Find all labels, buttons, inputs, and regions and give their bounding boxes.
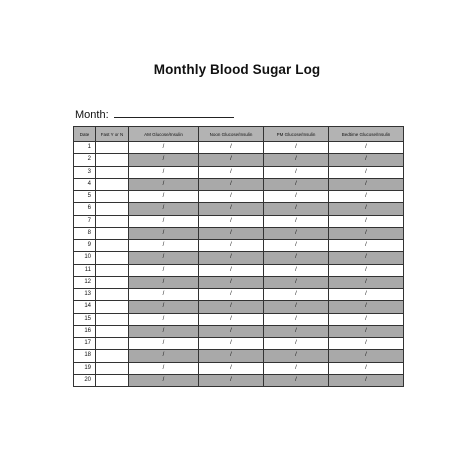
row-bedtime-entry: / xyxy=(329,362,404,374)
row-pm-entry: / xyxy=(264,240,329,252)
row-fast-cell xyxy=(96,301,129,313)
header-date: Date xyxy=(74,127,96,142)
row-noon-entry: / xyxy=(199,191,264,203)
month-blank-line xyxy=(114,107,234,118)
row-fast-cell xyxy=(96,276,129,288)
row-fast-cell xyxy=(96,264,129,276)
row-bedtime-entry: / xyxy=(329,191,404,203)
row-bedtime-entry: / xyxy=(329,325,404,337)
row-pm-entry: / xyxy=(264,215,329,227)
row-date: 14 xyxy=(74,301,96,313)
row-bedtime-entry: / xyxy=(329,178,404,190)
row-fast-cell xyxy=(96,215,129,227)
row-am-entry: / xyxy=(129,178,199,190)
table-row xyxy=(74,142,404,154)
row-am-entry: / xyxy=(129,142,199,154)
header-fast: Fast Y or N xyxy=(96,127,129,142)
row-fast-cell xyxy=(96,166,129,178)
row-am-entry: / xyxy=(129,338,199,350)
row-am-entry: / xyxy=(129,264,199,276)
blood-sugar-table xyxy=(73,126,404,387)
row-am-entry: / xyxy=(129,276,199,288)
table-row xyxy=(74,215,404,227)
row-pm-entry: / xyxy=(264,289,329,301)
row-am-entry: / xyxy=(129,240,199,252)
row-pm-entry: / xyxy=(264,338,329,350)
table-row xyxy=(74,240,404,252)
table-row xyxy=(74,166,404,178)
row-noon-entry: / xyxy=(199,374,264,386)
row-bedtime-entry: / xyxy=(329,154,404,166)
table-header-row xyxy=(74,127,404,142)
row-date: 13 xyxy=(74,289,96,301)
row-noon-entry: / xyxy=(199,240,264,252)
row-noon-entry: / xyxy=(199,313,264,325)
row-am-entry: / xyxy=(129,289,199,301)
row-bedtime-entry: / xyxy=(329,374,404,386)
row-bedtime-entry: / xyxy=(329,252,404,264)
row-am-entry: / xyxy=(129,215,199,227)
row-fast-cell xyxy=(96,325,129,337)
row-pm-entry: / xyxy=(264,362,329,374)
row-bedtime-entry: / xyxy=(329,350,404,362)
row-fast-cell xyxy=(96,362,129,374)
header-pm-glucose-insulin: PM Glucose/Insulin xyxy=(264,127,329,142)
table-row xyxy=(74,374,404,386)
row-pm-entry: / xyxy=(264,203,329,215)
table-row xyxy=(74,338,404,350)
row-noon-entry: / xyxy=(199,227,264,239)
row-am-entry: / xyxy=(129,166,199,178)
row-noon-entry: / xyxy=(199,338,264,350)
row-bedtime-entry: / xyxy=(329,215,404,227)
row-pm-entry: / xyxy=(264,142,329,154)
row-pm-entry: / xyxy=(264,374,329,386)
row-pm-entry: / xyxy=(264,313,329,325)
month-label: Month: xyxy=(75,109,109,121)
header-am-glucose-insulin: AM Glucose/Insulin xyxy=(129,127,199,142)
row-date: 12 xyxy=(74,276,96,288)
row-noon-entry: / xyxy=(199,264,264,276)
row-am-entry: / xyxy=(129,350,199,362)
row-am-entry: / xyxy=(129,252,199,264)
table-row xyxy=(74,301,404,313)
row-bedtime-entry: / xyxy=(329,338,404,350)
table-row xyxy=(74,203,404,215)
row-bedtime-entry: / xyxy=(329,203,404,215)
table-row xyxy=(74,362,404,374)
row-fast-cell xyxy=(96,154,129,166)
row-date: 9 xyxy=(74,240,96,252)
table-row xyxy=(74,191,404,203)
table-row xyxy=(74,325,404,337)
row-noon-entry: / xyxy=(199,154,264,166)
row-noon-entry: / xyxy=(199,362,264,374)
row-date: 16 xyxy=(74,325,96,337)
row-bedtime-entry: / xyxy=(329,240,404,252)
row-pm-entry: / xyxy=(264,166,329,178)
row-am-entry: / xyxy=(129,203,199,215)
row-date: 20 xyxy=(74,374,96,386)
row-pm-entry: / xyxy=(264,252,329,264)
row-fast-cell xyxy=(96,227,129,239)
row-noon-entry: / xyxy=(199,325,264,337)
row-bedtime-entry: / xyxy=(329,142,404,154)
row-bedtime-entry: / xyxy=(329,227,404,239)
row-fast-cell xyxy=(96,338,129,350)
row-date: 15 xyxy=(74,313,96,325)
row-date: 5 xyxy=(74,191,96,203)
table-row xyxy=(74,154,404,166)
row-fast-cell xyxy=(96,350,129,362)
row-date: 17 xyxy=(74,338,96,350)
table-row xyxy=(74,289,404,301)
row-date: 1 xyxy=(74,142,96,154)
row-bedtime-entry: / xyxy=(329,166,404,178)
row-noon-entry: / xyxy=(199,142,264,154)
row-pm-entry: / xyxy=(264,350,329,362)
row-pm-entry: / xyxy=(264,178,329,190)
row-am-entry: / xyxy=(129,374,199,386)
row-date: 4 xyxy=(74,178,96,190)
row-pm-entry: / xyxy=(264,301,329,313)
row-noon-entry: / xyxy=(199,289,264,301)
row-bedtime-entry: / xyxy=(329,276,404,288)
row-am-entry: / xyxy=(129,301,199,313)
header-bedtime-glucose-insulin: Bedtime Glucose/Insulin xyxy=(329,127,404,142)
row-pm-entry: / xyxy=(264,191,329,203)
row-fast-cell xyxy=(96,374,129,386)
month-field xyxy=(75,107,234,121)
row-fast-cell xyxy=(96,289,129,301)
row-fast-cell xyxy=(96,142,129,154)
row-pm-entry: / xyxy=(264,276,329,288)
row-noon-entry: / xyxy=(199,350,264,362)
row-am-entry: / xyxy=(129,227,199,239)
row-fast-cell xyxy=(96,313,129,325)
table-row xyxy=(74,276,404,288)
table-row xyxy=(74,313,404,325)
row-am-entry: / xyxy=(129,191,199,203)
row-am-entry: / xyxy=(129,154,199,166)
row-date: 6 xyxy=(74,203,96,215)
row-bedtime-entry: / xyxy=(329,264,404,276)
table-body xyxy=(74,142,404,387)
row-noon-entry: / xyxy=(199,276,264,288)
page-title: Monthly Blood Sugar Log xyxy=(153,62,321,77)
row-bedtime-entry: / xyxy=(329,289,404,301)
row-fast-cell xyxy=(96,252,129,264)
row-pm-entry: / xyxy=(264,264,329,276)
row-noon-entry: / xyxy=(199,203,264,215)
row-date: 2 xyxy=(74,154,96,166)
row-noon-entry: / xyxy=(199,166,264,178)
row-am-entry: / xyxy=(129,325,199,337)
table-row xyxy=(74,350,404,362)
row-date: 19 xyxy=(74,362,96,374)
row-date: 8 xyxy=(74,227,96,239)
row-pm-entry: / xyxy=(264,227,329,239)
row-date: 3 xyxy=(74,166,96,178)
table-row xyxy=(74,178,404,190)
row-pm-entry: / xyxy=(264,154,329,166)
row-noon-entry: / xyxy=(199,178,264,190)
row-date: 10 xyxy=(74,252,96,264)
row-pm-entry: / xyxy=(264,325,329,337)
table-row xyxy=(74,264,404,276)
table-row xyxy=(74,252,404,264)
row-bedtime-entry: / xyxy=(329,301,404,313)
row-date: 18 xyxy=(74,350,96,362)
row-am-entry: / xyxy=(129,313,199,325)
row-noon-entry: / xyxy=(199,215,264,227)
row-fast-cell xyxy=(96,203,129,215)
row-noon-entry: / xyxy=(199,301,264,313)
row-date: 11 xyxy=(74,264,96,276)
row-noon-entry: / xyxy=(199,252,264,264)
row-fast-cell xyxy=(96,178,129,190)
row-date: 7 xyxy=(74,215,96,227)
row-fast-cell xyxy=(96,191,129,203)
row-bedtime-entry: / xyxy=(329,313,404,325)
table-row xyxy=(74,227,404,239)
row-fast-cell xyxy=(96,240,129,252)
header-noon-glucose-insulin: Noon Glucose/Insulin xyxy=(199,127,264,142)
row-am-entry: / xyxy=(129,362,199,374)
